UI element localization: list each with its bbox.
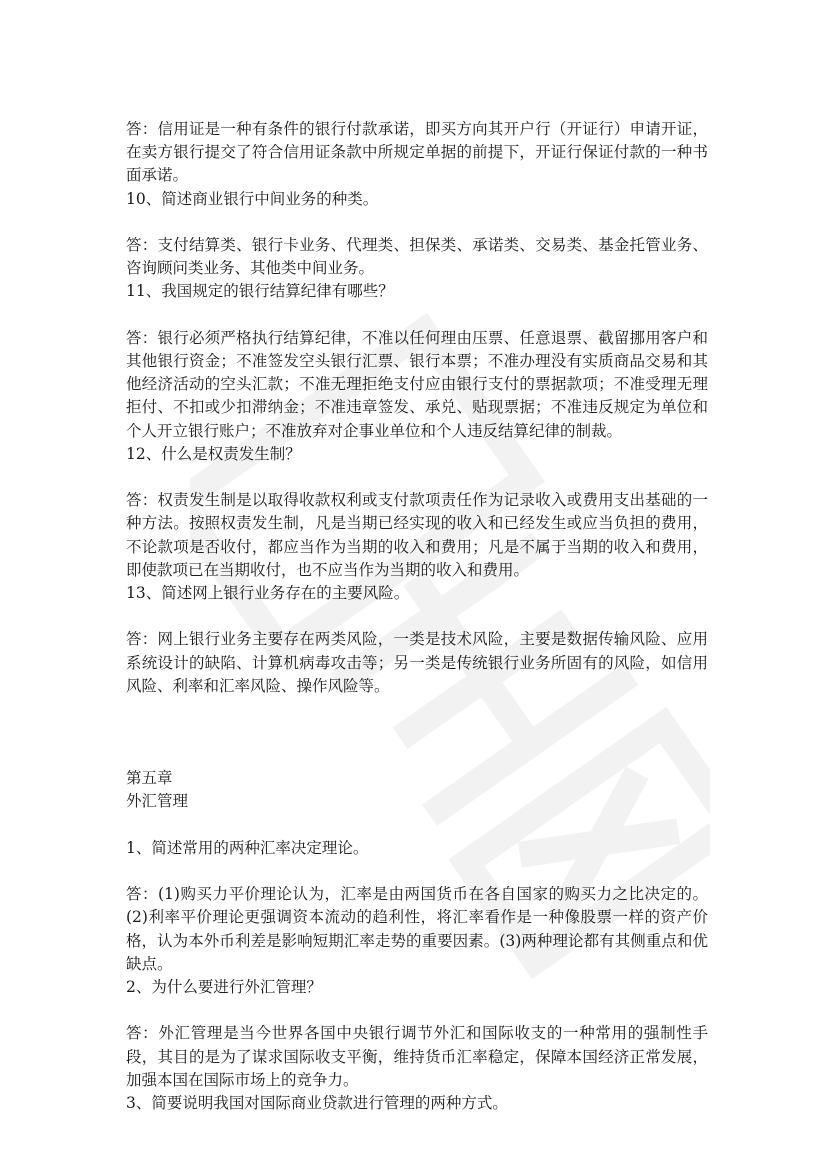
answer-paragraph: 答：权责发生制是以取得收款权利或支付款项责任作为记录收入或费用支出基础的一种方法。按照权责发生制，凡是当期已经实现的收入和已经发生或应当负担的费用，不论款项是否收付，都应当作为当期的收入和费用；凡是不属于当期的收入和费用，即使款项已在当期收付，也不应当作为当期的收入和费用。 <box>126 491 708 579</box>
question-heading: 10、简述商业银行中间业务的种类。 <box>126 189 379 208</box>
question-heading: 1、简述常用的两种汇率决定理论。 <box>126 838 369 857</box>
answer-paragraph: 答：支付结算类、银行卡业务、代理类、担保类、承诺类、交易类、基金托管业务、咨询顾问类业务、其他类中间业务。 <box>126 236 708 278</box>
answer-paragraph: 答：(1)购买力平价理论认为，汇率是由两国货币在各自国家的购买力之比决定的。(2)利率平价理论更强调资本流动的趋利性，将汇率看作是一种像股票一样的资产价格，认为本外币利差是影响短期汇率走势的重要因素。(3)两种理论都有其侧重点和优缺点。 <box>126 885 708 973</box>
question-heading: 11、我国规定的银行结算纪律有哪些？ <box>126 282 394 301</box>
answer-paragraph: 答：信用证是一种有条件的银行付款承诺，即买方向其开户行（开证行）申请开证，在卖方银行提交了符合信用证条款中所规定单据的前提下，开证行保证付款的一种书面承诺。 <box>126 120 708 185</box>
answer-paragraph: 答：银行必须严格执行结算纪律，不准以任何理由压票、任意退票、截留挪用客户和其他银行资金；不准签发空头银行汇票、银行本票；不准办理没有实质商品交易和其他经济活动的空头汇款；不准无理拒绝支付应由银行支付的票据款项；不准受理无理拒付、不扣或少扣滞纳金；不准违章签发、承兑、贴现票据；不准违反规定为单位和个人开立银行账户；不准放弃对企事业单位和个人违反结算纪律的制裁。 <box>126 328 708 440</box>
answer-paragraph: 答：外汇管理是当今世界各国中央银行调节外汇和国际收支的一种常用的强制性手段，其目的是为了谋求国际收支平衡，维持货币汇率稳定，保障本国经济正常发展，加强本国在国际市场上的竞争力。 <box>126 1024 708 1089</box>
answer-paragraph: 答：网上银行业务主要存在两类风险，一类是技术风险，主要是数据传输风险、应用系统设计的缺陷、计算机病毒攻击等；另一类是传统银行业务所固有的风险，如信用风险、利率和汇率风险、操作风险等。 <box>126 630 708 695</box>
question-heading: 3、简要说明我国对国际商业贷款进行管理的两种方式。 <box>126 1094 508 1112</box>
question-heading: 13、简述网上银行业务存在的主要风险。 <box>126 584 410 603</box>
document-body <box>126 118 708 1115</box>
question-heading: 12、什么是权责发生制？ <box>126 444 301 463</box>
question-heading: 2、为什么要进行外汇管理？ <box>126 978 322 996</box>
chapter-title: 外汇管理 <box>126 792 189 811</box>
chapter-number: 第五章 <box>126 769 173 788</box>
